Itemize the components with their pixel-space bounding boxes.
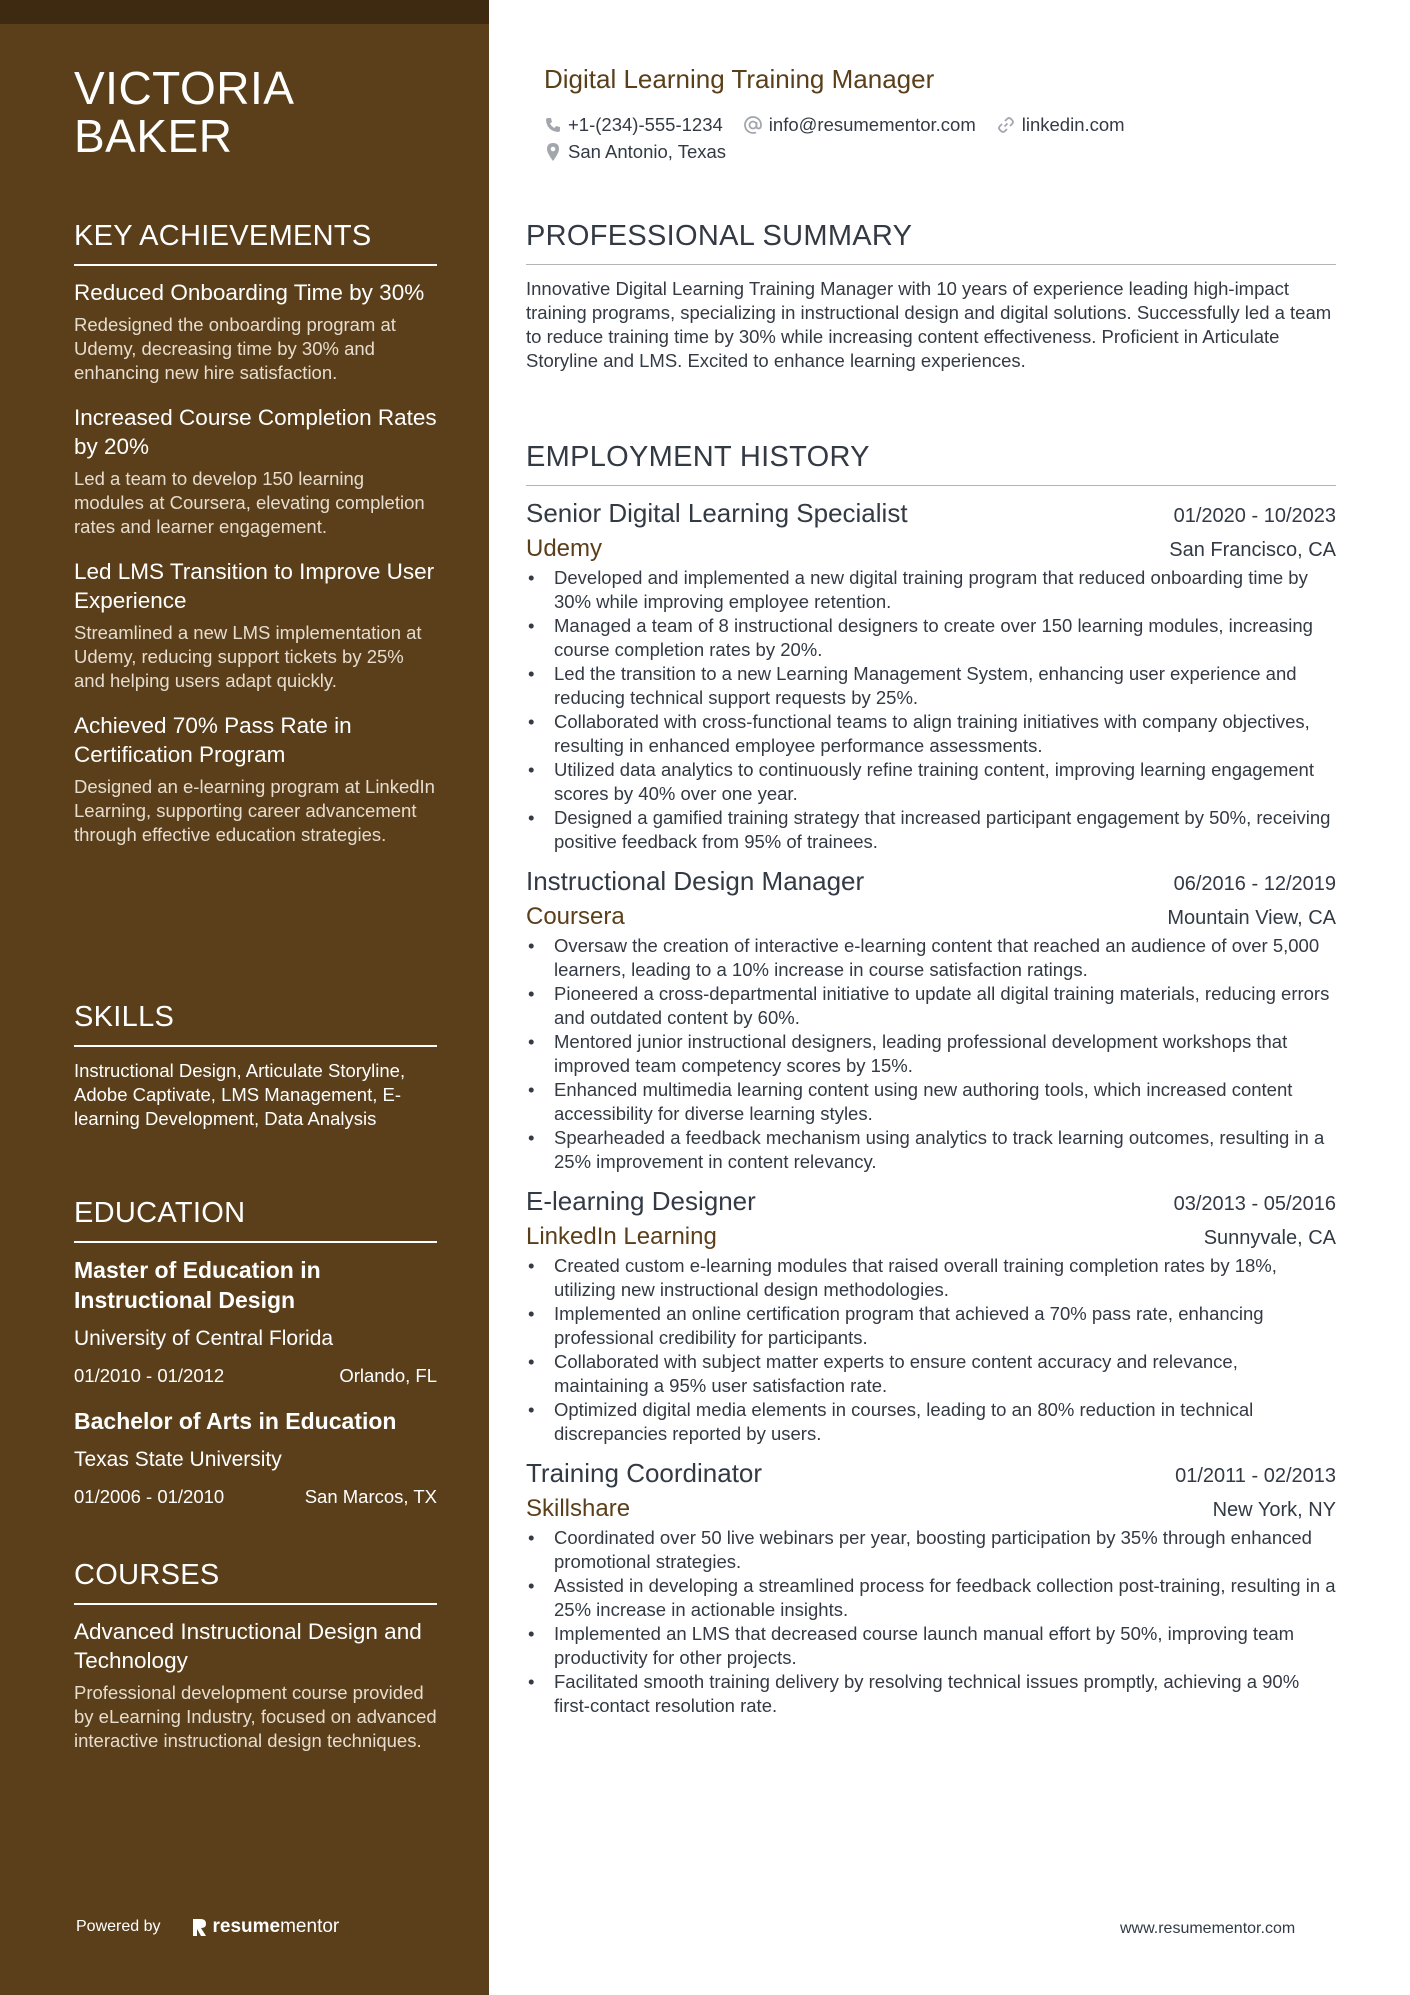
job-bullet: • Led the transition to a new Learning Management System, enhancing user experience and reducing technical support requests by 25%. <box>526 662 1336 710</box>
email-text: info@resumementor.com <box>768 114 976 135</box>
job-company: LinkedIn Learning <box>526 1223 717 1250</box>
education-item <box>74 1406 437 1509</box>
job-dates: 03/2013 - 05/2016 <box>1173 1193 1336 1215</box>
job-bullets <box>526 1526 1336 1718</box>
job-bullet: • Utilized data analytics to continuously refine training content, improving learning engagement scores by 40% over one year. <box>526 758 1336 806</box>
job-role: E-learning Designer <box>526 1186 756 1216</box>
achievement-item <box>74 278 437 385</box>
job-bullet: • Managed a team of 8 instructional designers to create over 150 learning modules, increasing course completion rates by 20%. <box>526 614 1336 662</box>
education-school: Texas State University <box>74 1448 282 1471</box>
education-heading: EDUCATION <box>74 1195 437 1243</box>
job-bullet: • Designed a gamified training strategy that increased participant engagement by 50%, receiving positive feedback from 95% of trainees. <box>526 806 1336 854</box>
summary-section <box>526 218 1336 373</box>
achievement-desc: Designed an e-learning program at LinkedIn Learning, supporting career advancement through effective education strategies. <box>74 776 435 845</box>
job-dates: 01/2020 - 10/2023 <box>1173 505 1336 527</box>
resumementor-logo[interactable] <box>191 1916 340 1938</box>
logo-text-light: mentor <box>280 1916 340 1937</box>
logo-text-bold: resume <box>212 1916 281 1937</box>
education-dates: 01/2010 - 01/2012 <box>74 1365 225 1386</box>
contact-phone[interactable] <box>544 114 723 136</box>
job-bullet: • Collaborated with subject matter experts to ensure content accuracy and relevance, maintaining a 95% user satisfaction rate. <box>526 1350 1336 1398</box>
job-bullet: • Spearheaded a feedback mechanism using analytics to track learning outcomes, resulting in a 25% improvement in content relevancy. <box>526 1126 1336 1174</box>
contact-row-1 <box>544 114 1145 136</box>
phone-text: +1-(234)-555-1234 <box>568 114 723 135</box>
job-bullet: • Developed and implemented a new digital training program that reduced onboarding time by 30% while improving employee retention. <box>526 566 1336 614</box>
job-company: Udemy <box>526 535 603 562</box>
job-bullets <box>526 934 1336 1174</box>
sidebar <box>0 0 489 1995</box>
course-desc: Professional development course provided by eLearning Industry, focused on advanced interactive instructional design techniques. <box>74 1682 437 1751</box>
at-icon <box>743 115 763 135</box>
job-bullet: • Implemented an online certification program that achieved a 70% pass rate, enhancing professional credibility for participants. <box>526 1302 1336 1350</box>
job-entry <box>526 1184 1336 1446</box>
location-pin-icon <box>544 142 562 162</box>
achievement-title: Led LMS Transition to Improve User Experience <box>74 559 435 613</box>
job-entry <box>526 1456 1336 1718</box>
job-role: Training Coordinator <box>526 1458 763 1488</box>
job-location: Sunnyvale, CA <box>1203 1227 1336 1249</box>
education-degree: Bachelor of Arts in Education <box>74 1408 397 1434</box>
contact-row-2 <box>544 141 746 163</box>
summary-text: Innovative Digital Learning Training Manager with 10 years of experience leading high-impact training programs, specializing in instructional design and digital solutions. Successfully led a team to reduce training time by 30% while increasing content effectiveness. Proficient in Articulate Storyline and LMS. Excited to enhance learning experiences. <box>526 278 1332 371</box>
job-dates: 06/2016 - 12/2019 <box>1173 873 1336 895</box>
skills-list: Instructional Design, Articulate Storyline, Adobe Captivate, LMS Management, E-learning Development, Data Analysis <box>74 1060 406 1129</box>
linkedin-text: linkedin.com <box>1021 114 1125 135</box>
achievement-item <box>74 711 437 847</box>
achievement-title: Reduced Onboarding Time by 30% <box>74 280 425 305</box>
headline: Digital Learning Training Manager <box>544 64 935 94</box>
education-item <box>74 1255 437 1388</box>
job-role: Instructional Design Manager <box>526 866 865 896</box>
job-bullet: • Oversaw the creation of interactive e-learning content that reached an audience of over 5,000 learners, leading to a 10% increase in course satisfaction ratings. <box>526 934 1336 982</box>
contact-email[interactable] <box>743 114 976 136</box>
job-bullet: • Enhanced multimedia learning content using new authoring tools, which increased content accessibility for diverse learning styles. <box>526 1078 1336 1126</box>
achievement-item <box>74 403 437 539</box>
job-location: San Francisco, CA <box>1169 539 1336 561</box>
achievement-title: Achieved 70% Pass Rate in Certification Program <box>74 713 352 767</box>
achievements-heading: KEY ACHIEVEMENTS <box>74 218 437 266</box>
education-location: Orlando, FL <box>339 1365 437 1386</box>
contact-linkedin[interactable] <box>996 114 1125 136</box>
employment-heading: EMPLOYMENT HISTORY <box>526 439 1336 486</box>
job-entry <box>526 496 1336 854</box>
candidate-name <box>74 64 454 160</box>
courses-heading: COURSES <box>74 1557 437 1605</box>
achievement-item <box>74 557 437 693</box>
job-location: New York, NY <box>1212 1499 1336 1521</box>
name-first: VICTORIA <box>74 62 295 114</box>
job-bullets <box>526 566 1336 854</box>
job-bullet: • Created custom e-learning modules that raised overall training completion rates by 18%, utilizing new instructional design methodologies. <box>526 1254 1336 1302</box>
location-text: San Antonio, Texas <box>568 141 727 162</box>
education-location: San Marcos, TX <box>304 1486 437 1507</box>
sidebar-top-band <box>0 0 489 24</box>
job-bullet: • Implemented an LMS that decreased course launch manual effort by 50%, improving team productivity for other projects. <box>526 1622 1336 1670</box>
skills-heading: SKILLS <box>74 999 437 1047</box>
job-bullets <box>526 1254 1336 1446</box>
education-dates: 01/2006 - 01/2010 <box>74 1486 225 1507</box>
link-icon <box>996 115 1016 135</box>
courses-section <box>74 1557 437 1753</box>
name-last: BAKER <box>74 110 233 162</box>
job-location: Mountain View, CA <box>1167 907 1336 929</box>
education-section <box>74 1195 437 1527</box>
job-dates: 01/2011 - 02/2013 <box>1175 1465 1336 1487</box>
job-bullet: • Facilitated smooth training delivery by resolving technical issues promptly, achieving a 90% first-contact resolution rate. <box>526 1670 1336 1718</box>
education-degree: Master of Education in Instructional Design <box>74 1257 321 1313</box>
job-bullet: • Collaborated with cross-functional teams to align training initiatives with company objectives, resulting in enhanced employee performance assessments. <box>526 710 1336 758</box>
job-entry <box>526 864 1336 1174</box>
achievement-title: Increased Course Completion Rates by 20% <box>74 405 437 459</box>
achievement-desc: Redesigned the onboarding program at Udemy, decreasing time by 30% and enhancing new hire satisfaction. <box>74 314 396 383</box>
footer-website-link[interactable]: www.resumementor.com <box>1120 1920 1296 1937</box>
job-bullet: • Mentored junior instructional designers, leading professional development workshops that improved team competency scores by 15%. <box>526 1030 1336 1078</box>
education-school: University of Central Florida <box>74 1327 334 1350</box>
job-company: Skillshare <box>526 1495 631 1522</box>
course-title: Advanced Instructional Design and Technology <box>74 1619 422 1673</box>
contact-location <box>544 141 726 163</box>
job-company: Coursera <box>526 903 625 930</box>
course-item <box>74 1617 437 1753</box>
job-role: Senior Digital Learning Specialist <box>526 498 908 528</box>
skills-section <box>74 999 437 1131</box>
achievements-section <box>74 218 437 865</box>
job-bullet: • Optimized digital media elements in courses, leading to an 80% reduction in technical discrepancies reported by users. <box>526 1398 1336 1446</box>
achievement-desc: Led a team to develop 150 learning modules at Coursera, elevating completion rates and learner engagement. <box>74 468 425 537</box>
phone-icon <box>544 116 562 134</box>
summary-heading: PROFESSIONAL SUMMARY <box>526 218 1336 265</box>
employment-section <box>526 439 1336 1718</box>
powered-by <box>76 1916 339 1938</box>
resumementor-logo-icon <box>191 1918 207 1937</box>
job-bullet: • Coordinated over 50 live webinars per year, boosting participation by 35% through enhanced promotional strategies. <box>526 1526 1336 1574</box>
job-bullet: • Assisted in developing a streamlined process for feedback collection post-training, resulting in a 25% increase in actionable insights. <box>526 1574 1336 1622</box>
job-bullet: • Pioneered a cross-departmental initiative to update all digital training materials, reducing errors and outdated content by 60%. <box>526 982 1336 1030</box>
achievement-desc: Streamlined a new LMS implementation at Udemy, reducing support tickets by 25% and helping users adapt quickly. <box>74 622 422 691</box>
powered-by-label: Powered by <box>76 1918 161 1935</box>
